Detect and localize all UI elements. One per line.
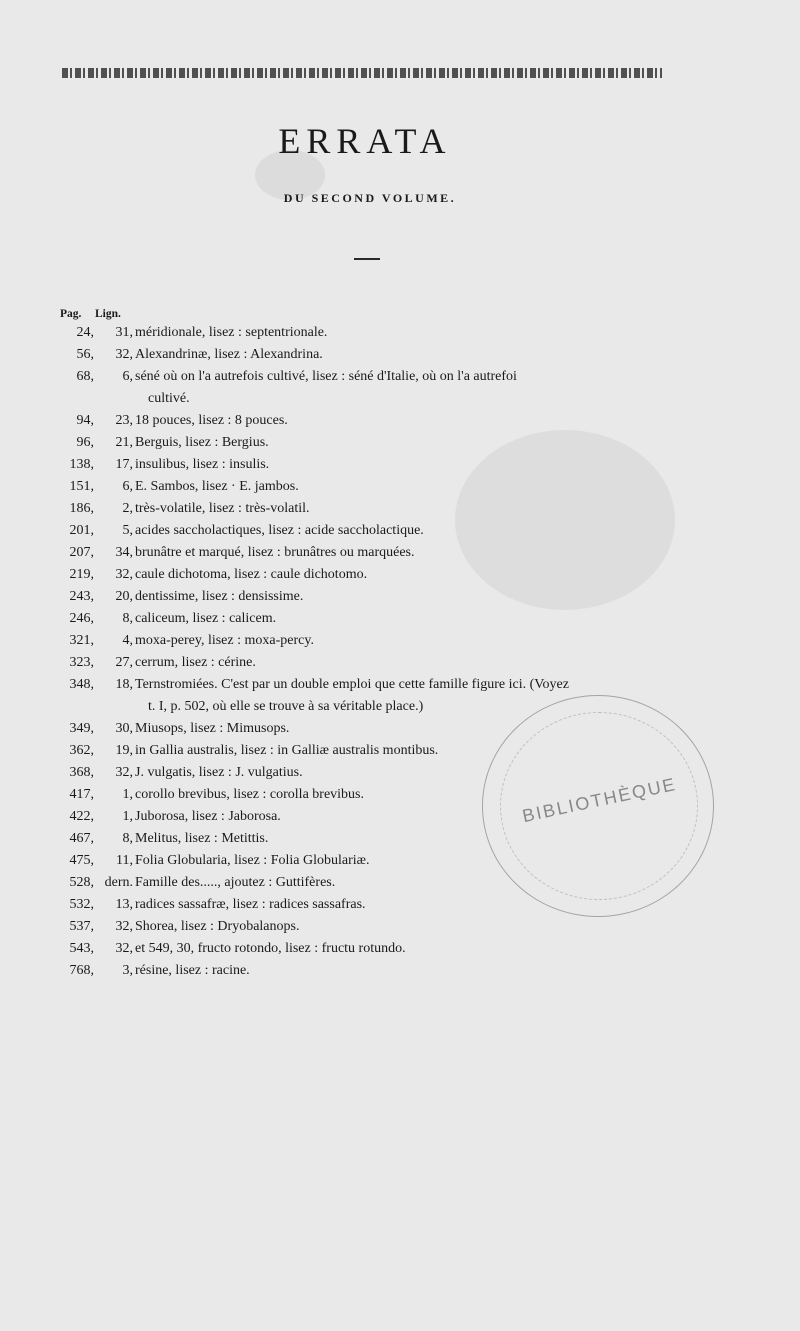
errata-entry — [0, 633, 800, 655]
entry-line: 32, — [115, 347, 133, 362]
entry-page: 362, — [69, 743, 94, 758]
decorative-border — [62, 68, 662, 78]
entry-line: 32, — [115, 919, 133, 934]
errata-entry — [0, 413, 800, 435]
errata-entry-continuation — [0, 699, 800, 721]
entry-page: 186, — [69, 501, 94, 516]
entry-line: 1, — [122, 787, 133, 802]
divider — [354, 258, 380, 260]
entry-line: 31, — [115, 325, 133, 340]
entry-correction: corollo brevibus, lisez : corolla brevibus. — [135, 787, 364, 802]
entry-page: 532, — [69, 897, 94, 912]
entry-page: 321, — [69, 633, 94, 648]
entry-line: 23, — [115, 413, 133, 428]
errata-entry — [0, 435, 800, 457]
entry-correction: radices sassafræ, lisez : radices sassafras. — [135, 897, 366, 912]
entry-line: 30, — [115, 721, 133, 736]
entry-correction: Famille des....., ajoutez : Guttifères. — [135, 875, 336, 890]
errata-entry — [0, 567, 800, 589]
entry-line: 32, — [115, 765, 133, 780]
entry-correction: très-volatile, lisez : très-volatil. — [135, 501, 310, 516]
entry-correction: Shorea, lisez : Dryobalanops. — [135, 919, 300, 934]
entry-line: 32, — [115, 941, 133, 956]
errata-entry — [0, 501, 800, 523]
entry-correction: résine, lisez : racine. — [135, 963, 250, 978]
entry-correction: Alexandrinæ, lisez : Alexandrina. — [135, 347, 323, 362]
entry-line: 6, — [122, 369, 133, 384]
entry-correction: séné où on l'a autrefois cultivé, lisez : séné d'Italie, où on l'a autrefoi — [135, 369, 517, 384]
entry-page: 56, — [76, 347, 94, 362]
entry-correction: acides saccholactiques, lisez : acide saccholactique. — [135, 523, 424, 538]
entry-line: 4, — [122, 633, 133, 648]
entry-correction: caule dichotoma, lisez : caule dichotomo. — [135, 567, 368, 582]
entry-line: 34, — [115, 545, 133, 560]
entry-correction-continued: cultivé. — [148, 391, 190, 406]
errata-entry-continuation — [0, 391, 800, 413]
errata-entry — [0, 523, 800, 545]
errata-entry — [0, 963, 800, 985]
entry-line: 17, — [115, 457, 133, 472]
entry-correction: Juborosa, lisez : Jaborosa. — [135, 809, 281, 824]
entry-line: dern. — [104, 875, 133, 890]
errata-entry — [0, 347, 800, 369]
entry-page: 96, — [76, 435, 94, 450]
entry-page: 24, — [76, 325, 94, 340]
column-header-pag: Pag. — [60, 308, 82, 320]
entry-line: 1, — [122, 809, 133, 824]
entry-page: 323, — [69, 655, 94, 670]
errata-entry — [0, 897, 800, 919]
page-title: ERRATA — [278, 121, 452, 161]
entry-correction: E. Sambos, lisez · E. jambos. — [135, 479, 299, 494]
errata-entry — [0, 479, 800, 501]
entry-page: 243, — [69, 589, 94, 604]
entry-correction: moxa-perey, lisez : moxa-percy. — [135, 633, 314, 648]
entry-correction: 18 pouces, lisez : 8 pouces. — [135, 413, 288, 428]
entry-correction: insulibus, lisez : insulis. — [135, 457, 270, 472]
errata-entry — [0, 589, 800, 611]
entry-line: 19, — [115, 743, 133, 758]
entry-line: 8, — [122, 611, 133, 626]
page-subtitle: DU SECOND VOLUME. — [283, 191, 457, 205]
entry-line: 2, — [122, 501, 133, 516]
entry-correction: et 549, 30, fructo rotondo, lisez : fructu rotundo. — [135, 941, 406, 956]
entry-line: 32, — [115, 567, 133, 582]
entry-page: 207, — [69, 545, 94, 560]
entry-line: 18, — [115, 677, 133, 692]
errata-entry — [0, 655, 800, 677]
entry-correction: Ternstromiées. C'est par un double emploi que cette famille figure ici. (Voyez — [135, 677, 569, 692]
entry-page: 467, — [69, 831, 94, 846]
entry-page: 348, — [69, 677, 94, 692]
entry-correction: dentissime, lisez : densissime. — [135, 589, 304, 604]
entry-page: 537, — [69, 919, 94, 934]
entry-correction: brunâtre et marqué, lisez : brunâtres ou marquées. — [135, 545, 415, 560]
entry-page: 219, — [69, 567, 94, 582]
entry-correction-continued: t. I, p. 502, où elle se trouve à sa véritable place.) — [148, 699, 424, 714]
entry-page: 246, — [69, 611, 94, 626]
entry-page: 422, — [69, 809, 94, 824]
errata-entry — [0, 325, 800, 347]
entry-line: 11, — [116, 853, 133, 868]
entry-page: 368, — [69, 765, 94, 780]
entry-correction: Folia Globularia, lisez : Folia Globulariæ. — [135, 853, 370, 868]
entry-page: 94, — [76, 413, 94, 428]
errata-entry — [0, 941, 800, 963]
errata-entry — [0, 919, 800, 941]
column-header-lign: Lign. — [95, 308, 121, 320]
errata-entry — [0, 677, 800, 699]
errata-entry — [0, 369, 800, 391]
entry-line: 27, — [115, 655, 133, 670]
entry-page: 417, — [69, 787, 94, 802]
entry-line: 5, — [122, 523, 133, 538]
entry-line: 21, — [115, 435, 133, 450]
entry-correction: in Gallia australis, lisez : in Galliæ australis montibus. — [135, 743, 439, 758]
entry-page: 68, — [76, 369, 94, 384]
stamp-text: BIBLIOTHÈQUE — [520, 773, 679, 827]
entry-page: 151, — [69, 479, 94, 494]
entry-correction: méridionale, lisez : septentrionale. — [135, 325, 328, 340]
entry-line: 13, — [115, 897, 133, 912]
entry-correction: caliceum, lisez : calicem. — [135, 611, 277, 626]
errata-entry — [0, 611, 800, 633]
entry-page: 528, — [69, 875, 94, 890]
entry-correction: cerrum, lisez : cérine. — [135, 655, 256, 670]
errata-entry — [0, 545, 800, 567]
entry-correction: Miusops, lisez : Mimusops. — [135, 721, 290, 736]
entry-line: 20, — [115, 589, 133, 604]
entry-page: 768, — [69, 963, 94, 978]
entry-page: 543, — [69, 941, 94, 956]
entry-page: 475, — [69, 853, 94, 868]
entry-page: 201, — [69, 523, 94, 538]
entry-line: 8, — [122, 831, 133, 846]
entry-line: 3, — [122, 963, 133, 978]
entry-page: 349, — [69, 721, 94, 736]
entry-line: 6, — [122, 479, 133, 494]
entry-correction: J. vulgatis, lisez : J. vulgatius. — [135, 765, 303, 780]
errata-entry — [0, 457, 800, 479]
entry-correction: Berguis, lisez : Bergius. — [135, 435, 269, 450]
entry-correction: Melitus, lisez : Metittis. — [135, 831, 269, 846]
entry-page: 138, — [69, 457, 94, 472]
